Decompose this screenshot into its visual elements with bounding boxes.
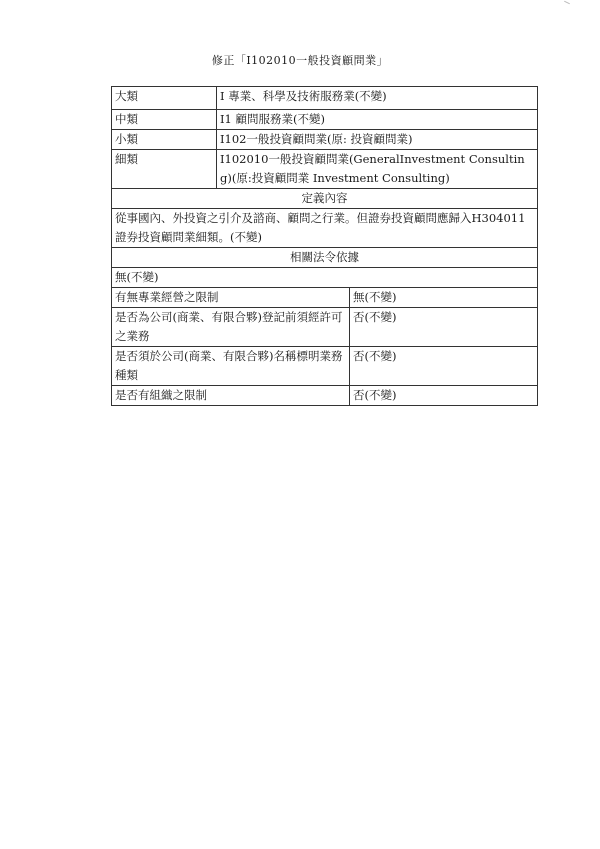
minor-category-value: I102一般投資顧問業(原: 投資顧問業) [217,130,538,150]
table-row [112,308,538,347]
name-indication-value: 否(不變) [350,347,538,386]
definition-text: 從事國內、外投資之引介及諮商、顧問之行業。但證券投資顧問應歸入H304011 證券投資顧問業細類。(不變) [112,209,538,248]
definition-header: 定義內容 [112,189,538,209]
table-row [112,209,538,248]
table-row [112,130,538,150]
table-row [112,248,538,268]
industry-classification-table [111,86,538,406]
permit-required-value: 否(不變) [350,308,538,347]
scan-mark [564,1,570,4]
table-row [112,347,538,386]
table-row [112,189,538,209]
professional-restriction-label: 有無專業經營之限制 [112,288,350,308]
name-indication-label: 是否須於公司(商業、有限合夥)名稱標明業務種類 [112,347,350,386]
table-row [112,288,538,308]
minor-category-label: 小類 [112,130,217,150]
organization-restriction-value: 否(不變) [350,386,538,406]
detail-category-value: I102010一般投資顧問業(GeneralInvestment Consulting)(原:投資顧問業 Investment Consulting) [217,150,538,189]
table-row [112,386,538,406]
table-row [112,268,538,288]
law-basis-text: 無(不變) [112,268,538,288]
table-row [112,150,538,189]
table-row [112,110,538,130]
medium-category-value: I1 顧問服務業(不變) [217,110,538,130]
document-title: 修正「I102010一般投資顧問業」 [211,54,389,67]
organization-restriction-label: 是否有組織之限制 [112,386,350,406]
medium-category-label: 中類 [112,110,217,130]
major-category-value: I 專業、科學及技術服務業(不變) [217,87,538,110]
major-category-label: 大類 [112,87,217,110]
detail-category-label: 細類 [112,150,217,189]
table-row [112,87,538,110]
permit-required-label: 是否為公司(商業、有限合夥)登記前須經許可之業務 [112,308,350,347]
law-basis-header: 相關法令依據 [112,248,538,268]
professional-restriction-value: 無(不變) [350,288,538,308]
